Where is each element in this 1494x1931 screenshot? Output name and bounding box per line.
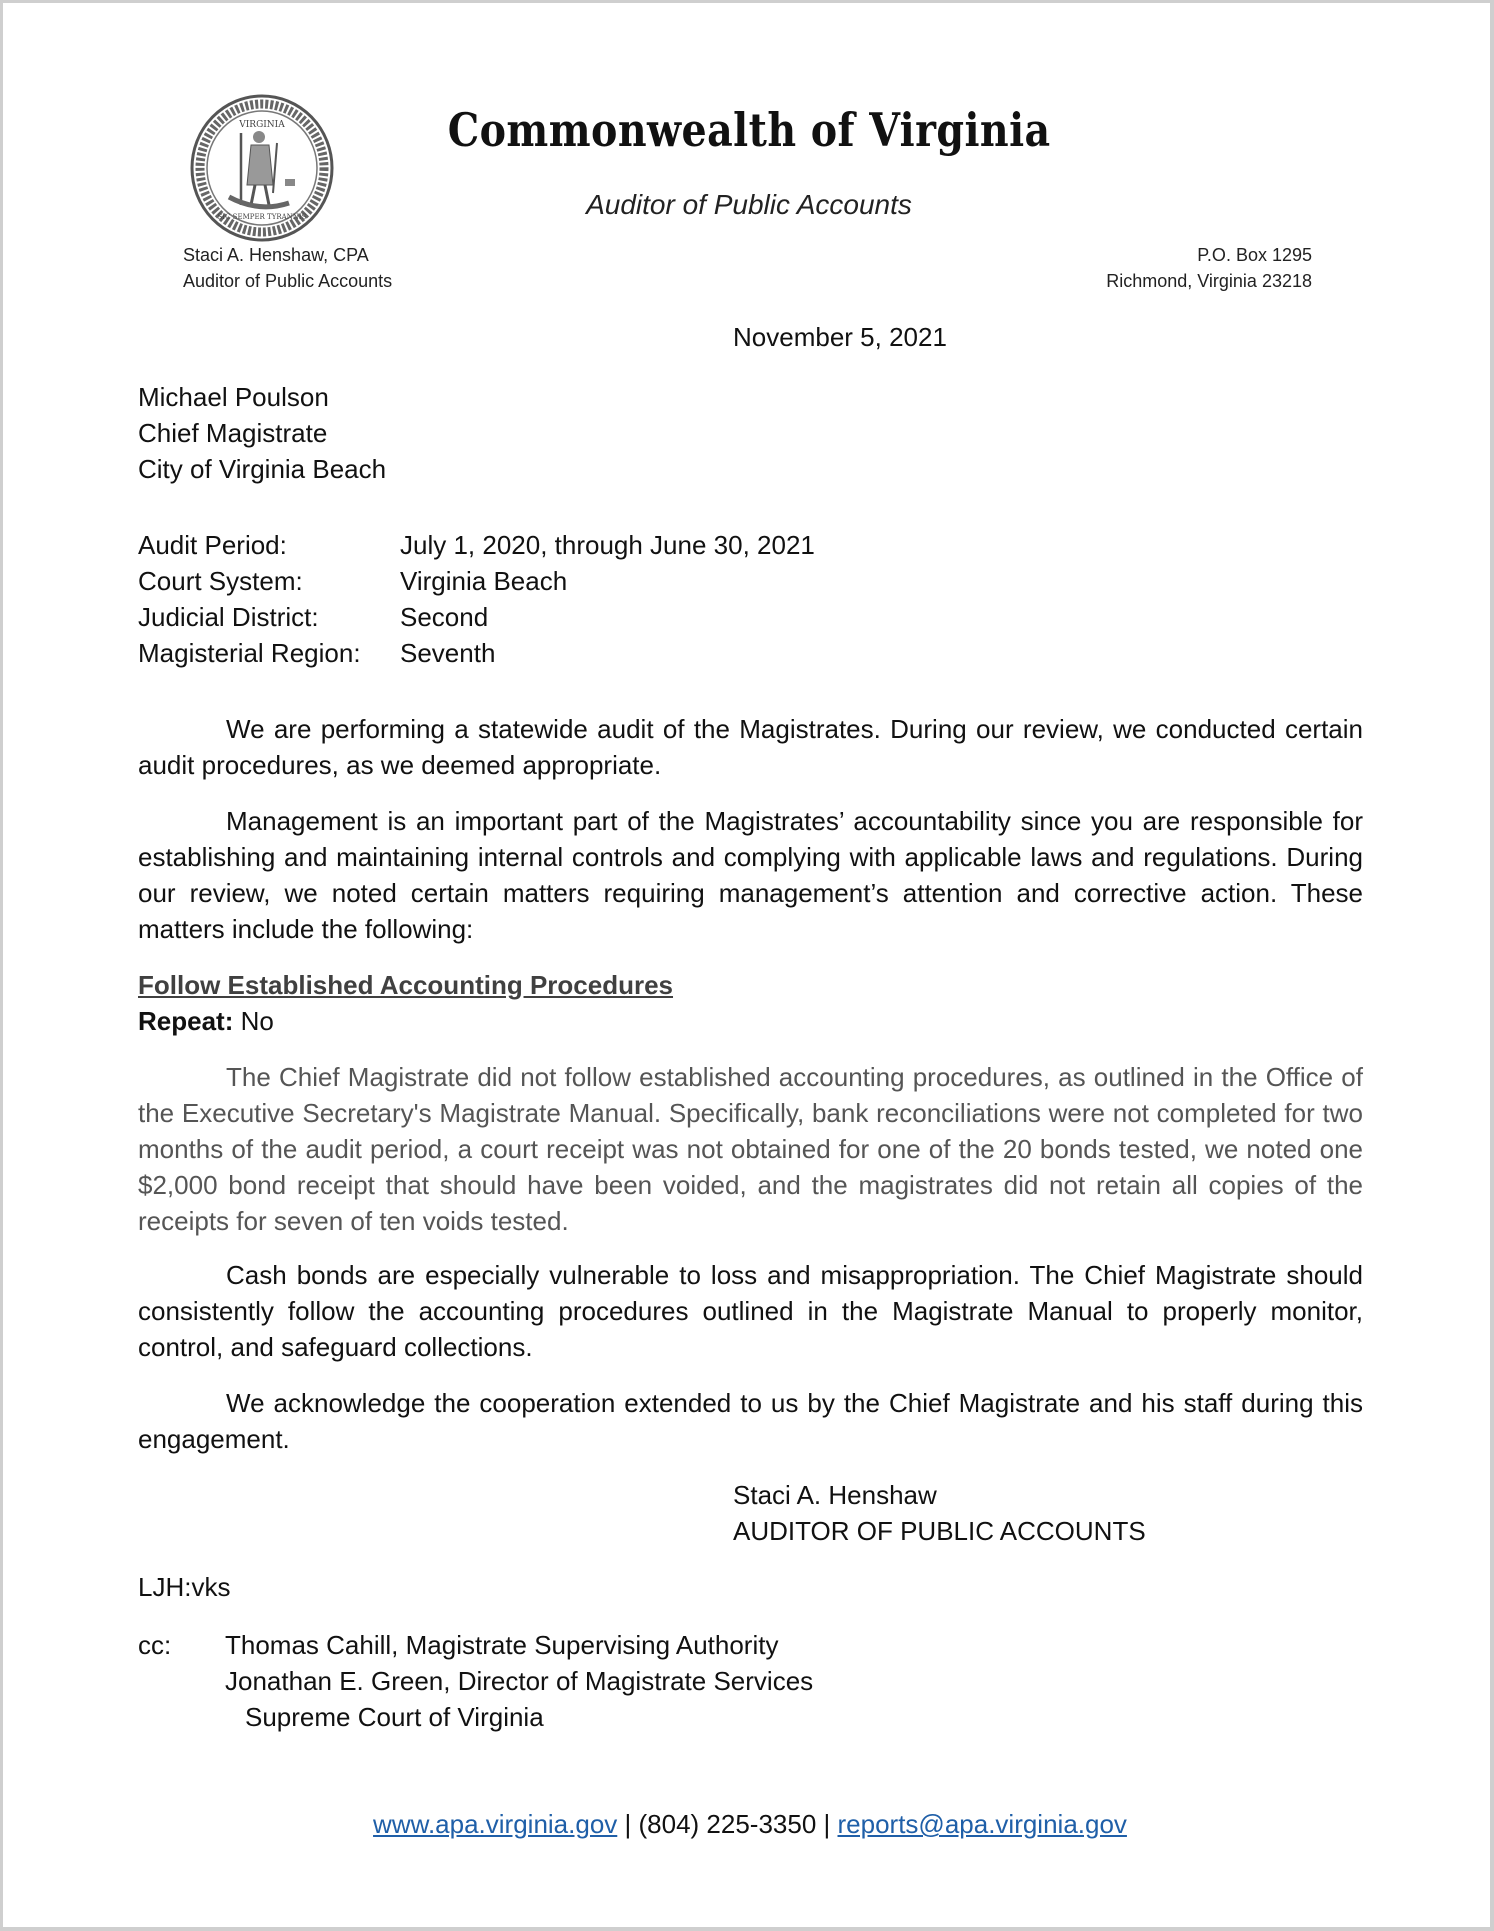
footer-separator: |: [816, 1809, 838, 1839]
recipient-organization: City of Virginia Beach: [138, 454, 387, 484]
finding-heading: Follow Established Accounting Procedures: [138, 970, 674, 1000]
recommendation-paragraph: Cash bonds are especially vulnerable to loss and misappropriation. The Chief Magistrate should consistently follow the accounting procedures outlined in the Magistrate Manual to properly monitor, control, and safeguard collections.: [138, 1260, 1363, 1362]
audit-period-value: July 1, 2020, through June 30, 2021: [400, 530, 815, 560]
court-system-value: Virginia Beach: [400, 566, 568, 596]
intro-paragraph: We are performing a statewide audit of the Magistrates. During our review, we conducted certain audit procedures, as we deemed appropriate.: [138, 714, 1363, 780]
auditor-title: Auditor of Public Accounts: [183, 271, 393, 291]
court-system-label: Court System:: [138, 566, 303, 596]
svg-text:VIRGINIA: VIRGINIA: [239, 120, 285, 130]
magisterial-region-label: Magisterial Region:: [138, 638, 361, 668]
management-paragraph: Management is an important part of the Magistrates’ accountability since you are responsible for establishing and maintaining internal controls and complying with applicable laws and regulations. During our review, we noted certain matters requiring management’s attention and corrective action. These matters include the following:: [138, 806, 1363, 944]
audit-info-block: [138, 527, 1363, 671]
finding-body: The Chief Magistrate did not follow established accounting procedures, as outlined in the Office of the Executive Secretary's Magistrate Manual. Specifically, bank reconciliations were not completed for two months of the audit period, a court receipt was not obtained for one of the 20 bonds tested, we noted one $2,000 bond receipt that should have been voided, and the magistrates did not retain all copies of the receipts for seven of ten voids tested.: [138, 1062, 1363, 1236]
cc-recipients: [225, 1627, 813, 1735]
audit-info-row: [138, 635, 1363, 671]
judicial-district-value: Second: [400, 602, 489, 632]
email-link[interactable]: reports@apa.virginia.gov: [837, 1809, 1127, 1839]
city-state-zip: Richmond, Virginia 23218: [1106, 271, 1312, 291]
repeat-label: Repeat:: [138, 1006, 234, 1036]
footer-separator: |: [617, 1809, 639, 1839]
intro-paragraph-block: [138, 711, 1363, 783]
svg-text:SIC SEMPER TYRANNIS: SIC SEMPER TYRANNIS: [217, 213, 307, 221]
typist-initials: LJH:vks: [138, 1572, 231, 1602]
closing-paragraph: We acknowledge the cooperation extended to us by the Chief Magistrate and his staff during this engagement.: [138, 1388, 1363, 1454]
finding-body-block: [138, 1059, 1363, 1239]
judicial-district-label: Judicial District:: [138, 602, 319, 632]
repeat-value: No: [233, 1006, 274, 1036]
audit-period-label: Audit Period:: [138, 530, 287, 560]
virginia-seal-icon: [189, 93, 335, 243]
cc-item: Thomas Cahill, Magistrate Supervising Authority: [225, 1630, 779, 1660]
magisterial-region-value: Seventh: [400, 638, 496, 668]
audit-info-row: [138, 527, 1363, 563]
recipient-block: [138, 379, 1363, 487]
cc-label: cc:: [138, 1630, 172, 1660]
recipient-title: Chief Magistrate: [138, 418, 328, 448]
repeat-line: [138, 1003, 1363, 1039]
closing-block: [138, 1385, 1363, 1457]
signature-name: Staci A. Henshaw: [733, 1480, 937, 1510]
signature-title: AUDITOR OF PUBLIC ACCOUNTS: [733, 1516, 1146, 1546]
letter-footer: [3, 1809, 1494, 1840]
letter-date: November 5, 2021: [733, 322, 947, 352]
audit-info-row: [138, 599, 1363, 635]
recipient-name: Michael Poulson: [138, 382, 329, 412]
cc-item: Supreme Court of Virginia: [245, 1702, 544, 1732]
signature-block: [733, 1477, 1146, 1549]
audit-info-row: [138, 563, 1363, 599]
cc-item: Jonathan E. Green, Director of Magistrate Services: [225, 1666, 814, 1696]
letterhead-subtitle: Auditor of Public Accounts: [586, 189, 912, 220]
auditor-name: Staci A. Henshaw, CPA: [183, 245, 369, 265]
phone-number: (804) 225-3350: [638, 1809, 817, 1839]
letterhead-title: Commonwealth of Virginia: [447, 103, 1051, 157]
management-paragraph-block: [138, 803, 1363, 947]
website-link[interactable]: www.apa.virginia.gov: [373, 1809, 618, 1839]
recommendation-block: [138, 1257, 1363, 1365]
po-box: P.O. Box 1295: [1197, 245, 1312, 265]
finding-block: [138, 967, 1363, 1039]
